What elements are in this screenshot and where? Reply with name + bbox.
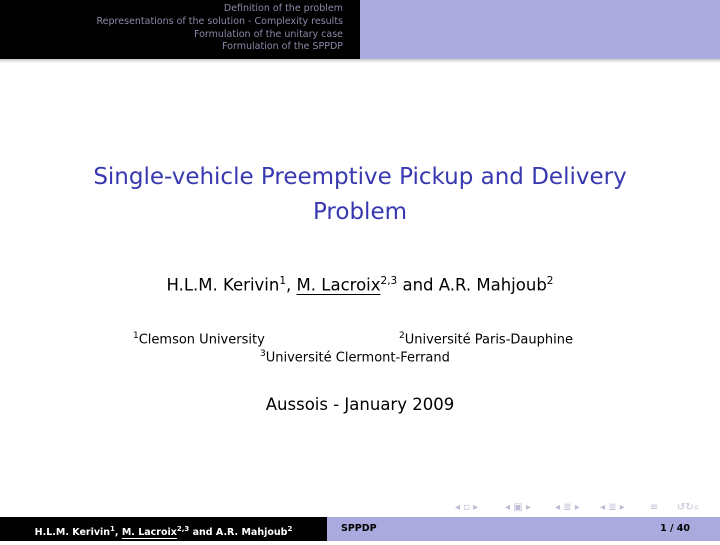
- institute-clemson-num: 1: [133, 331, 139, 341]
- title-line-1: Single-vehicle Preemptive Pickup and Delivery: [93, 164, 627, 190]
- footer-author-lacroix-affil: 2,3: [176, 525, 190, 533]
- toc-item-unitary[interactable]: Formulation of the unitary case: [193, 28, 343, 40]
- nav-section-icon[interactable]: ◂ ≣ ▸: [600, 502, 625, 513]
- footer-author-kerivin-affil: 1: [110, 525, 115, 533]
- institute-dauphine-num: 2: [399, 331, 405, 341]
- institute-clermont-name: Université Clermont-Ferrand: [265, 350, 450, 366]
- footer-author-mahjoub-affil: 2: [287, 525, 293, 533]
- page-number: 1 / 40: [660, 523, 690, 534]
- institute-clermont: [260, 349, 450, 365]
- footer-right: [327, 517, 720, 541]
- presentation-title: [60, 160, 660, 230]
- nav-frame-right-icon[interactable]: ◂ ▣ ▸: [505, 502, 531, 513]
- footer-author-lacroix: M. Lacroix: [121, 527, 177, 539]
- nav-subsection-icon[interactable]: ◂ ≣ ▸: [555, 502, 580, 513]
- author-and: and: [402, 275, 434, 295]
- footer-and: and: [192, 527, 213, 539]
- header-shadow: [0, 59, 720, 63]
- institute-dauphine-name: Université Paris-Dauphine: [404, 332, 573, 348]
- beamer-navigation-symbols: [455, 501, 717, 515]
- header-bar: [0, 0, 720, 59]
- institute-dauphine: [399, 331, 573, 347]
- title-line-2: Problem: [312, 199, 408, 225]
- author-kerivin-affil: 1: [279, 275, 287, 287]
- toc-item-definition[interactable]: Definition of the problem: [223, 3, 343, 14]
- header-right-panel: [360, 0, 720, 59]
- footer-short-title: SPPDP: [341, 523, 377, 534]
- author-mahjoub-affil: 2: [546, 275, 554, 287]
- footer-author-mahjoub: A.R. Mahjoub: [215, 527, 288, 539]
- nav-frame-left-icon[interactable]: ◂ ▫ ▸: [455, 502, 479, 513]
- author-lacroix: M. Lacroix: [296, 275, 381, 295]
- section-navigation: [97, 3, 344, 54]
- institute-clermont-num: 3: [260, 349, 266, 359]
- event-date: Aussois - January 2009: [265, 395, 455, 414]
- author-kerivin: H.L.M. Kerivin: [166, 275, 280, 295]
- toc-item-sppdp[interactable]: Formulation of the SPPDP: [222, 41, 343, 53]
- footer-authors: H.L.M. Kerivin$^1$, M. Lacroix$^{2,3}$ and A.R. Mahjoub$^2$: [0, 517, 327, 541]
- footer-author-kerivin: H.L.M. Kerivin: [34, 527, 111, 539]
- author-separator: ,: [286, 275, 292, 295]
- nav-align-icon[interactable]: ≡: [650, 502, 659, 513]
- author-list: [0, 275, 720, 295]
- author-mahjoub: A.R. Mahjoub: [438, 275, 547, 295]
- header-left-panel: [0, 0, 360, 59]
- institute-clemson-name: Clemson University: [138, 332, 265, 348]
- footer-bar: [0, 517, 720, 541]
- toc-item-representations[interactable]: Representations of the solution - Complexity results: [96, 15, 343, 27]
- nav-search-icon[interactable]: ↺↻⌕: [677, 502, 700, 513]
- institute-clemson: [133, 331, 265, 347]
- author-lacroix-affil: 2,3: [380, 275, 398, 287]
